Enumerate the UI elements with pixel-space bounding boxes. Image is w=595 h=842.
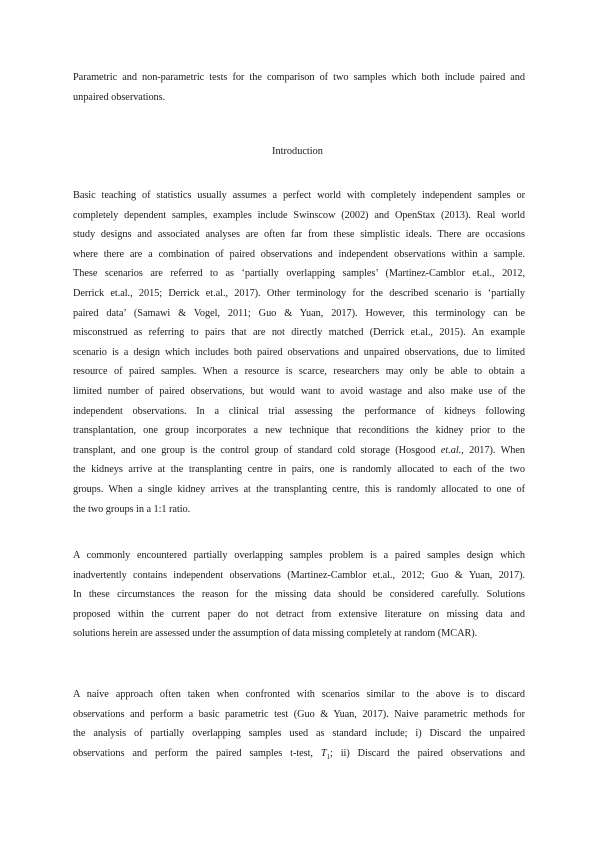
- text-line: transplantation, one group incorporates a new technique that reconditions the kidney prior to the: [73, 425, 525, 437]
- text-line: proposed within the current paper do not detract from extensive literature on missing data and: [73, 608, 525, 620]
- paper-title: [73, 68, 525, 107]
- text-line: where there are a combination of paired observations and independent observations within a sample.: [73, 248, 525, 260]
- line-suffix: ; ii) Discard the paired observations and: [330, 747, 525, 759]
- text-line: independent observations. In a clinical trial assessing the performance of kidneys following: [73, 405, 525, 417]
- text-line: groups. When a single kidney arrives at the transplanting centre, this is randomly allocated to one of: [73, 483, 525, 495]
- text-line: Derrick et.al., 2015; Derrick et.al., 2017). Other terminology for the described scenario is ‘partially: [73, 287, 525, 299]
- paragraph-2: [73, 546, 525, 644]
- title-line-1: Parametric and non-parametric tests for the comparison of two samples which both include paired and: [73, 72, 525, 83]
- hosgood-citation-line: [73, 441, 525, 461]
- statistic-symbol: T: [320, 747, 327, 759]
- text-line: limited number of paired observations, but would want to avoid wastage and also make use of the: [73, 385, 525, 397]
- citation-etal: et.al.: [440, 444, 462, 456]
- citation-prefix: transplant, and one group is the control group of standard cold storage (Hosgood: [73, 444, 441, 456]
- text-line: observations and perform a basic parametric test (Guo & Yuan, 2017). Naive parametric methods for: [73, 708, 525, 720]
- line-prefix: observations and perform the paired samples t-test,: [73, 747, 321, 759]
- text-line: inadvertently contains independent observations (Martinez-Camblor et.al., 2012; Guo & Yuan, 2017).: [73, 569, 525, 581]
- text-line: solutions herein are assessed under the assumption of data missing completely at random (MCAR).: [73, 628, 478, 640]
- t1-statistic-line: [73, 744, 525, 764]
- text-line: A naive approach often taken when confronted with scenarios similar to the above is to discard: [73, 689, 525, 700]
- statistic-subscript: 1: [326, 752, 330, 761]
- paragraph-1: [73, 186, 525, 519]
- citation-suffix: , 2017). When: [461, 444, 525, 456]
- text-line: the kidneys arrive at the transplanting centre in pairs, one is randomly allocated to each of the two: [73, 464, 525, 476]
- text-line: These scenarios are referred to as ‘partially overlapping samples’ (Martinez-Camblor et.al., 2012,: [73, 268, 525, 280]
- text-line: paired data’ (Samawi & Vogel, 2011; Guo & Yuan, 2017). However, this terminology can be: [73, 307, 525, 319]
- text-line: scenario is a design which includes both paired observations and unpaired observations, due to limited: [73, 346, 525, 358]
- text-line: resource of paired samples. When a resource is scarce, researchers may only be able to obtain a: [73, 366, 525, 378]
- title-line-2: unpaired observations.: [73, 91, 166, 103]
- paragraph-3: [73, 685, 525, 763]
- section-heading: Introduction: [272, 146, 323, 157]
- text-line: study designs and associated analyses are often far from these simplistic ideals. There are occasions: [73, 229, 525, 241]
- text-line: misconstrued as referring to pairs that are not directly matched (Derrick et.al., 2015). An example: [73, 327, 525, 339]
- text-line: the analysis of partially overlapping samples used as standard include; i) Discard the unpaired: [73, 728, 525, 740]
- text-line: A commonly encountered partially overlapping samples problem is a paired samples design which: [73, 550, 525, 561]
- text-line: completely dependent samples, examples include Swinscow (2002) and OpenStax (2013). Real world: [73, 209, 525, 221]
- text-line: Basic teaching of statistics usually assumes a perfect world with completely independent samples or: [73, 190, 525, 201]
- text-line: In these circumstances the reason for the missing data should be considered carefully. Solutions: [73, 589, 525, 601]
- text-line: the two groups in a 1:1 ratio.: [73, 503, 191, 515]
